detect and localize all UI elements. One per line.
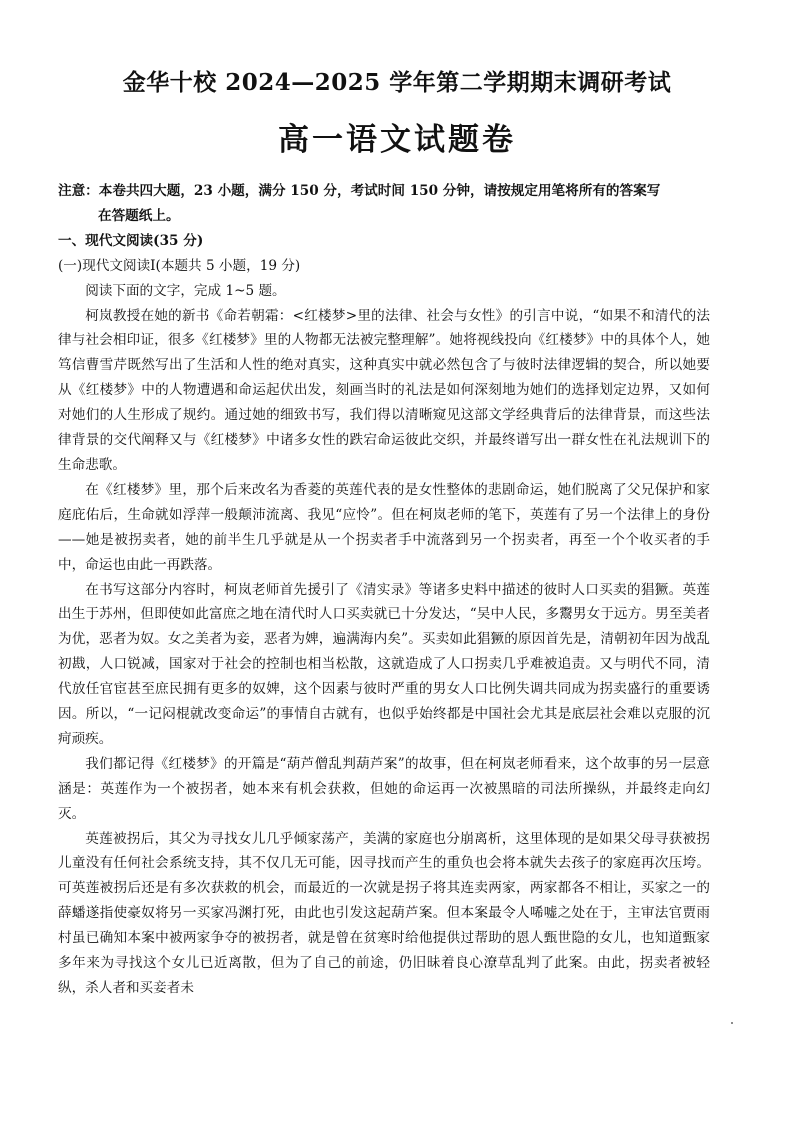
notice-line-1: 本卷共四大题，23 小题，满分 150 分，考试时间 150 分钟，请按规定用笔将所有的答案写	[98, 183, 661, 199]
passage-paragraph-4: 我们都记得《红楼梦》的开篇是“葫芦僧乱判葫芦案”的故事，但在柯岚老师看来，这个故事的另一层意涵是：英莲作为一个被拐者，她本来有机会获救，但她的命运再一次被黑暗的司法所操纵，并最终走向幻灭。	[58, 755, 710, 822]
exam-body	[58, 179, 710, 1001]
notice-line-2: 在答题纸上。	[98, 207, 180, 224]
subsection-heading: (一)现代文阅读Ⅰ(本题共 5 小题，19 分)	[58, 257, 301, 274]
passage-paragraph-3: 在书写这部分内容时，柯岚老师首先援引了《清实录》等诸多史料中描述的彼时人口买卖的猖獗。英莲出生于苏州，但即使如此富庶之地在清代时人口买卖就已十分发达，“吴中人民，多鬻男女于远方。男至美者为优，恶者为奴。女之美者为妾，恶者为婢，遍满海内矣”。买卖如此猖獗的原因首先是，清朝初年因为战乱初戡，人口锐减，国家对于社会的控制也相当松散，这就造成了人口拐卖几乎难被追责。又与明代不同，清代放任官宦甚至庶民拥有更多的奴婢，这个因素与彼时严重的男女人口比例失调共同成为拐卖盛行的重要诱因。所以，“一记闷棍就改变命运”的事情自古就有，也似乎始终都是中国社会尤其是底层社会难以克服的沉疴顽疾。	[58, 581, 710, 747]
passage-paragraph-2: 在《红楼梦》里，那个后来改名为香菱的英莲代表的是女性整体的悲剧命运，她们脱离了父兄保护和家庭庇佑后，生命就如浮萍一般颠沛流离、我见“应怜”。但在柯岚老师的笔下，英莲有了另一个法律上的身份——她是被拐卖者，她的前半生几乎就是从一个拐卖者手中流落到另一个拐卖者，再至一个个收买者的手中，命运也由此一再跌落。	[58, 481, 710, 573]
reading-instruction: 阅读下面的文字，完成 1~5 题。	[85, 282, 286, 299]
exam-notice	[58, 179, 710, 229]
scan-speck	[731, 1022, 733, 1024]
passage-paragraph-5: 英莲被拐后，其父为寻找女儿几乎倾家荡产，美满的家庭也分崩离析，这里体现的是如果父母寻获被拐儿童没有任何社会系统支持，其不仅几无可能，因寻找而产生的重负也会将本就失去孩子的家庭再次压垮。可英莲被拐后还是有多次获救的机会，而最近的一次就是拐子将其连卖两家，两家都各不相让，买家之一的薛蟠遂指使豪奴将另一买家冯渊打死，由此也引发这起葫芦案。但本案最令人唏嘘之处在于，主审法官贾雨村虽已确知本案中被两家争夺的被拐者，就是曾在贫寒时给他提供过帮助的恩人甄世隐的女儿，也知道甄家多年来为寻找这个女儿已近离散，但为了自己的前途，仍旧昧着良心潦草乱判了此案。由此，拐卖者被轻纵，杀人者和买妾者未	[58, 830, 710, 996]
notice-label: 注意：	[58, 183, 99, 199]
paper-title: 高一语文试题卷	[278, 122, 516, 158]
section-heading-part1: 一、现代文阅读(35 分)	[58, 232, 204, 249]
exam-title: 金华十校 2024—2025 学年第二学期期末调研考试	[122, 69, 672, 96]
passage-paragraph-1: 柯岚教授在她的新书《命若朝霜：<红楼梦>里的法律、社会与女性》的引言中说，“如果不和清代的法律与社会相印证，很多《红楼梦》里的人物都无法被完整理解”。她将视线投向《红楼梦》中的具体个人，她笃信曹雪芹既然写出了生活和人性的绝对真实，这种真实中就必然包含了与彼时法律逻辑的契合，所以她要从《红楼梦》中的人物遭遇和命运起伏出发，刻画当时的礼法是如何深刻地为她们的选择划定边界，又如何对她们的人生形成了规约。通过她的细致书写，我们得以清晰窥见这部文学经典背后的法律背景，而这些法律背景的交代阐释又与《红楼梦》中诸多女性的跌宕命运彼此交织，并最终谱写出一群女性在礼法规训下的生命悲歌。	[58, 307, 710, 473]
